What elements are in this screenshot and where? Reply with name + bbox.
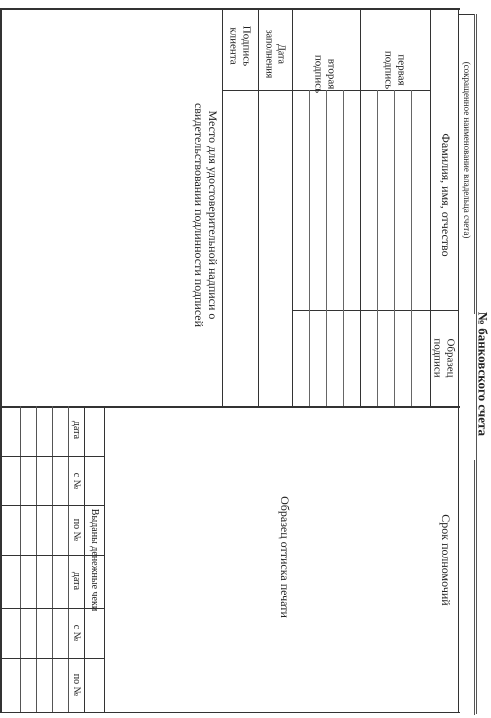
account-number-label: № банковского счета	[475, 311, 491, 437]
term-of-authority-label: Срок полномочий	[438, 514, 453, 606]
table-right-border	[458, 8, 459, 713]
client-signature-label: Подпись клиента	[228, 25, 253, 67]
table-top-border	[0, 8, 460, 10]
first-sig-line-1	[377, 90, 378, 406]
certification-place-label: Место для удостоверительной надписи о свидетельствовании подлинности подписей	[192, 102, 220, 328]
owner-short-name-label: (сокращенное наименование владельца счета)	[462, 61, 473, 239]
checks-row-4	[20, 406, 21, 712]
second-sig-line-3	[343, 90, 344, 406]
first-sig-line-2	[394, 90, 395, 406]
name-column-label: Фамилия, имя, отчество	[438, 133, 453, 257]
checks-col-from-2: с №	[70, 624, 82, 642]
checks-row-3	[36, 406, 37, 712]
date-client-divider	[258, 8, 259, 406]
checks-col-to-1: по №	[70, 518, 82, 542]
checks-colhead-border	[84, 406, 85, 712]
checks-col-date-1: дата	[70, 420, 82, 440]
first-signature-label: первая подпись	[383, 50, 408, 90]
owner-name-line-2	[474, 460, 475, 715]
checks-col-5	[0, 658, 104, 659]
section-divider	[0, 406, 460, 408]
checks-col-from-1: с №	[70, 472, 82, 490]
checks-header-border	[104, 406, 105, 712]
checks-col-1	[0, 456, 104, 457]
checks-col-to-2: по №	[70, 673, 82, 697]
name-sample-divider	[292, 310, 459, 311]
seal-sample-label: Образец оттиска печати	[277, 496, 292, 618]
second-sig-line-1	[309, 90, 310, 406]
owner-name-line	[474, 14, 475, 314]
fill-date-label: Дата заполнения	[264, 29, 287, 79]
second-signature-label: вторая подпись	[313, 54, 338, 94]
checks-row-2	[52, 406, 53, 712]
header-rule	[458, 14, 475, 15]
first-sig-line-3	[411, 90, 412, 406]
checks-title: Выданы денежные чеки	[88, 508, 100, 612]
client-cert-divider	[222, 8, 223, 406]
sample-signature-label: Образец подписи	[432, 338, 457, 378]
checks-col-2	[0, 505, 104, 506]
second-date-divider	[292, 8, 293, 406]
second-sig-line-2	[326, 90, 327, 406]
table-bottom-border	[0, 712, 460, 713]
first-second-divider	[360, 8, 361, 406]
checks-col-date-2: дата	[70, 571, 82, 591]
checks-row-1	[68, 406, 69, 712]
